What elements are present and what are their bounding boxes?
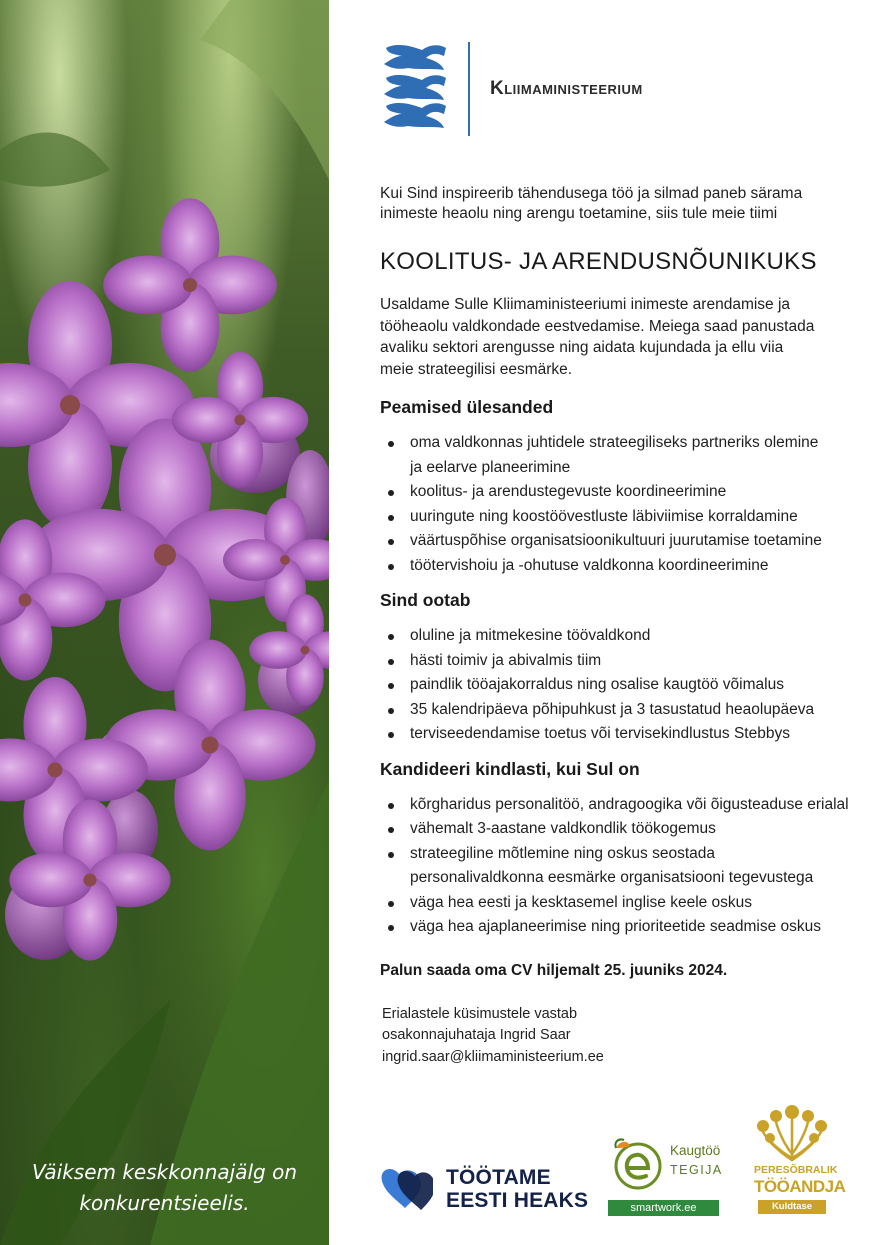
estonia-badge-text	[446, 1166, 588, 1212]
list-item-continuation: ja eelarve planeerimine	[410, 458, 571, 476]
tasks-heading: Peamised ülesanded	[380, 397, 554, 417]
family-badge-line2: TÖÖANDJA	[754, 1177, 846, 1196]
heart-icon	[381, 1166, 433, 1212]
intro-line: inimeste heaolu ning arengu toetamine, siis tule meie tiimi	[380, 205, 778, 222]
estonia-badge-line1: TÖÖTAME	[446, 1166, 551, 1189]
offer-heading: Sind ootab	[380, 590, 471, 610]
contact-block	[380, 1004, 870, 1069]
list-item: väga hea eesti ja kesktasemel inglise keele oskus	[380, 891, 870, 916]
lilac-illustration	[0, 0, 329, 1245]
list-item: oluline ja mitmekesine töövaldkond	[380, 624, 870, 649]
logo-divider	[468, 42, 470, 136]
lilac-photo	[0, 0, 329, 1245]
list-item: koolitus- ja arendustegevuste koordineerimine	[380, 480, 870, 505]
list-item: väärtuspõhise organisatsioonikultuuri juurutamise toetamine	[380, 529, 870, 554]
ministry-name: Kliimaministeerium	[490, 78, 643, 99]
family-badge-line1: PERESÕBRALIK	[754, 1164, 838, 1176]
list-item: terviseedendamise toetus või tervisekindlustus Stebbys	[380, 722, 870, 747]
list-item: vähemalt 3-aastane valdkondlik töökogemus	[380, 817, 870, 842]
estonian-three-lions-crest-icon	[382, 42, 448, 132]
job-title: KOOLITUS- JA ARENDUSNÕUNIKUKS	[380, 248, 817, 275]
family-tree-icon	[754, 1104, 830, 1162]
tasks-section	[380, 397, 870, 578]
requirements-section	[380, 759, 870, 940]
requirements-list	[380, 793, 870, 940]
list-item: strateegiline mõtlemine ning oskus seostada	[380, 842, 870, 867]
list-item: töötervishoiu ja -ohutuse valdkonna koordineerimine	[380, 554, 870, 579]
list-item: oma valdkonnas juhtidele strateegiliseks partneriks olemine	[380, 431, 870, 456]
lead-line: meie strateegilisi eesmärke.	[380, 360, 573, 378]
offer-list	[380, 624, 870, 747]
list-item: uuringute ning koostöövestluste läbiviimise korraldamine	[380, 505, 870, 530]
list-item-continuation: personalivaldkonna eesmärke organisatsiooni tegevustega	[410, 869, 814, 886]
lead-line: avaliku sektori arengusse ning aidata kujundada ja ellu viia	[380, 339, 784, 356]
list-item: 35 kalendripäeva põhipuhkust ja 3 tasustatud heaolupäeva	[380, 698, 870, 723]
list-item: väga hea ajaplaneerimise ning prioriteetide seadmise oskus	[380, 915, 870, 940]
lead-line: tööheaolu valdkondade eestvedamise. Meiega saad panustada	[380, 317, 815, 335]
requirements-heading: Kandideeri kindlasti, kui Sul on	[380, 758, 640, 779]
list-item: hästi toimiv ja abivalmis tiim	[380, 649, 870, 674]
contact-person: osakonnajuhataja Ingrid Saar	[382, 1027, 571, 1043]
lead-paragraph	[380, 294, 870, 380]
intro-text	[380, 184, 870, 224]
ministry-logo	[382, 42, 722, 136]
list-item: paindlik tööajakorraldus ning osalise kaugtöö võimalus	[380, 673, 870, 698]
family-badge-level: Kuldtase	[758, 1200, 826, 1214]
tasks-list	[380, 431, 870, 578]
list-item: kõrgharidus personalitöö, andragoogika või õigusteaduse erialal	[380, 793, 870, 818]
family-friendly-badge	[754, 1104, 846, 1216]
job-ad-content	[380, 184, 870, 1068]
smartwork-url: smartwork.ee	[608, 1200, 719, 1216]
estonia-badge-line2: EESTI HEAKS	[446, 1189, 589, 1212]
smartwork-sublabel: TEGIJA	[670, 1163, 723, 1177]
photo-caption	[0, 1157, 329, 1219]
smartwork-badge	[600, 1133, 723, 1217]
photo-caption-line2: konkurentsieelis.	[79, 1191, 250, 1215]
offer-section	[380, 590, 870, 747]
photo-caption-line1: Väiksem keskkonnajälg on	[31, 1160, 297, 1184]
application-deadline: Palun saada oma CV hiljemalt 25. juuniks 2024.	[380, 961, 728, 979]
intro-line: Kui Sind inspireerib tähendusega töö ja silmad paneb särama	[380, 185, 803, 202]
smartwork-label: Kaugtöö	[670, 1143, 721, 1158]
contact-email-link[interactable]: ingrid.saar@kliimaministeerium.ee	[382, 1048, 604, 1065]
lead-line: Usaldame Sulle Kliimaministeeriumi inimeste arendamise ja	[380, 296, 791, 313]
contact-line: Erialastele küsimustele vastab	[382, 1005, 578, 1022]
smartwork-e-icon	[612, 1138, 664, 1190]
